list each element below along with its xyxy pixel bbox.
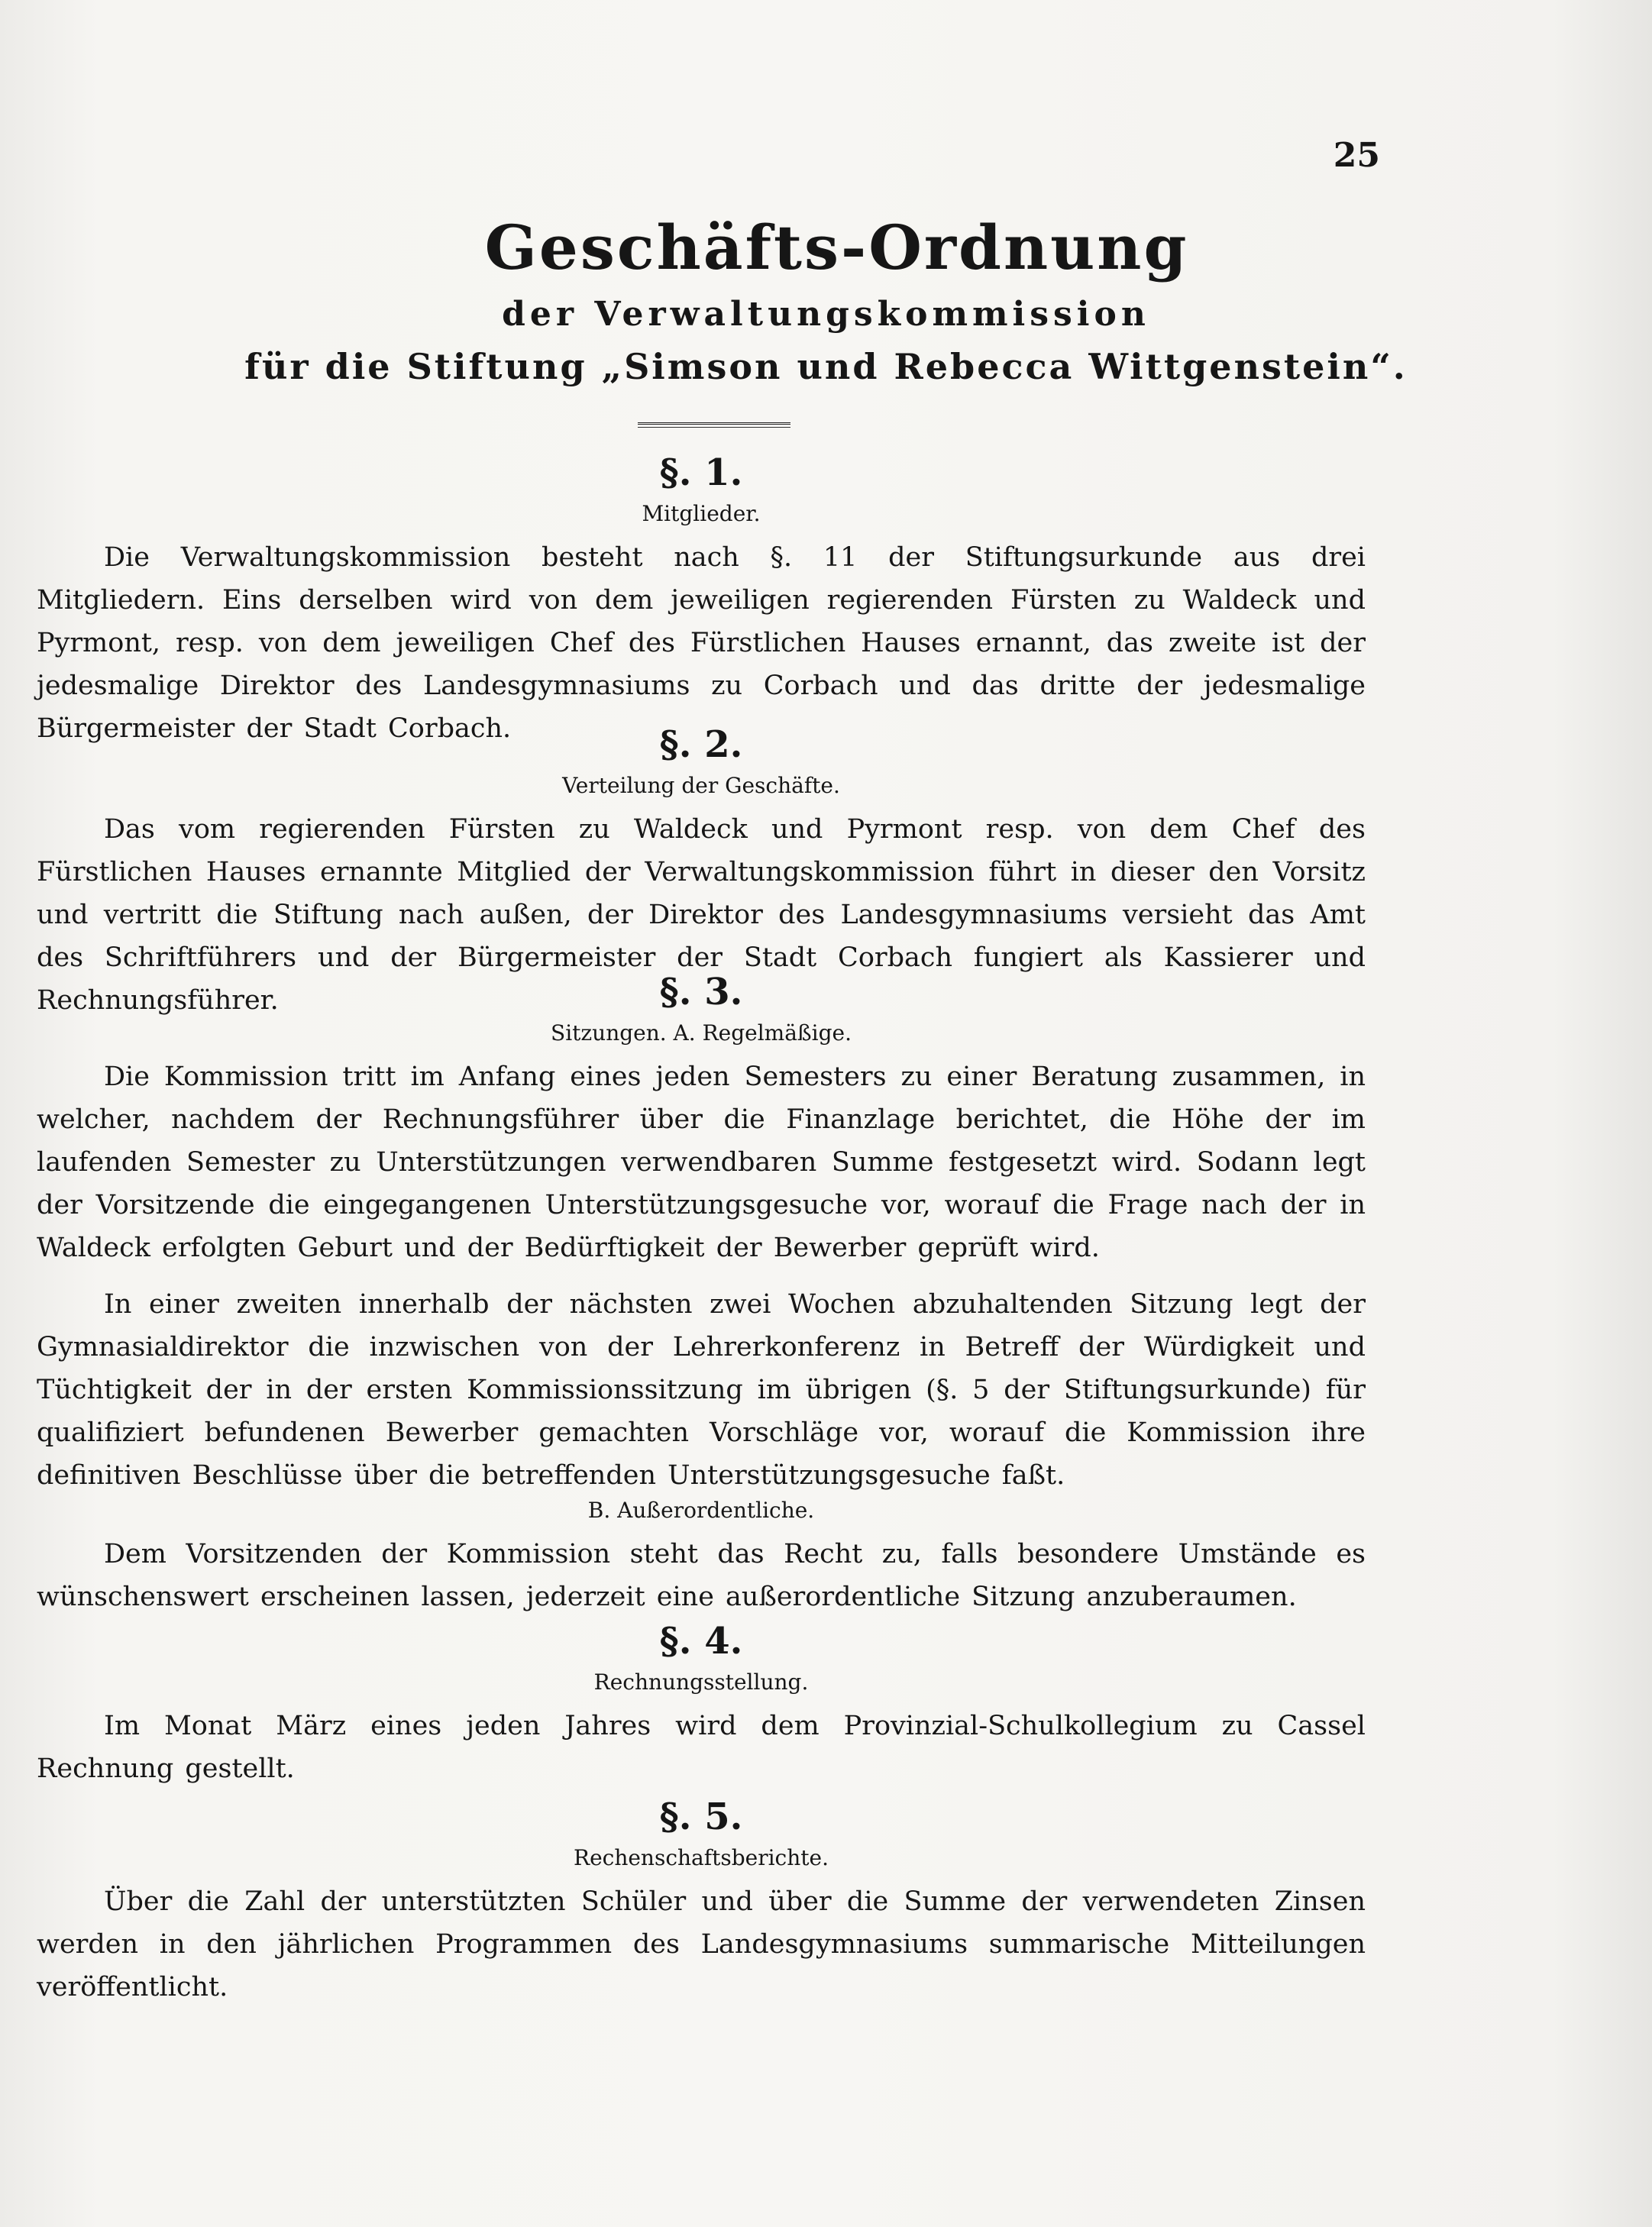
section-heading: §. 5. — [659, 1795, 743, 1838]
section-paragraph: Die Kommission tritt im Anfang eines jeden Semesters zu einer Beratung zusammen, in welcher, nachdem der Rechnungsführer über die Finanzlage berichtet, die Höhe der im laufenden Semester zu Unterstützungen verwendbaren Summe festgesetzt wird. Sodann legt der Vorsitzende die eingegangenen Unterstützungsgesuche vor, worauf die Frage nach der in Waldeck erfolgten Geburt und der Bedürftigkeit der Bewerber geprüft wird. — [37, 1062, 1366, 1263]
section-paragraph: Dem Vorsitzenden der Kommission steht das Recht zu, falls besondere Umstände es wünschenswert erscheinen lassen, jederzeit eine außerordentliche Sitzung anzuberaumen. — [37, 1539, 1366, 1612]
section-paragraph: Im Monat März eines jeden Jahres wird dem Provinzial-Schulkollegium zu Cassel Rechnung gestellt. — [37, 1711, 1366, 1784]
section-paragraph: Über die Zahl der unterstützten Schüler und über die Summe der verwendeten Zinsen werden in den jährlichen Programmen des Landesgymnasiums summarische Mitteilungen veröffentlicht. — [37, 1886, 1366, 2002]
page-number: 25 — [1333, 136, 1380, 175]
title-divider — [638, 422, 790, 428]
section-1 — [37, 451, 1366, 750]
section-3 — [37, 970, 1366, 1497]
section-3-extraordinary — [37, 1492, 1366, 1618]
section-subheading: Rechnungsstellung. — [593, 1669, 809, 1695]
document-title: Geschäfts-Ordnung — [484, 212, 1189, 283]
section-5 — [37, 1795, 1366, 2009]
section-heading: §. 1. — [659, 451, 743, 494]
section-subheading: Rechenschaftsberichte. — [573, 1845, 829, 1870]
section-subheading: Mitglieder. — [642, 501, 761, 526]
section-heading: §. 4. — [659, 1620, 743, 1663]
document-subtitle-commission: der Verwaltungskommission — [502, 295, 1150, 334]
section-heading: §. 2. — [659, 723, 743, 766]
section-subheading: B. Außerordentliche. — [587, 1498, 815, 1523]
section-4 — [37, 1619, 1366, 1790]
section-paragraph: In einer zweiten innerhalb der nächsten zwei Wochen abzuhaltenden Sitzung legt der Gymnasialdirektor die inzwischen von der Lehrerkonferenz in Betreff der Würdigkeit und Tüchtigkeit der in der ersten Kommissionssitzung im übrigen (§. 5 der Stiftungsurkunde) für qualifiziert befundenen Bewerber gemachten Vorschläge vor, worauf die Kommission ihre definitiven Beschlüsse über die betreffenden Unterstützungsgesuche faßt. — [37, 1289, 1366, 1491]
section-subheading: Verteilung der Geschäfte. — [562, 773, 840, 798]
section-paragraph: Die Verwaltungskommission besteht nach §. 11 der Stiftungsurkunde aus drei Mitgliedern. Eins derselben wird von dem jeweiligen regierenden Fürsten zu Waldeck und Pyrmont, resp. von dem jeweiligen Chef des Fürstlichen Hauses ernannt, das zweite ist der jedesmalige Direktor des Landesgymnasiums zu Corbach und das dritte der jedesmalige Bürgermeister der Stadt Corbach. — [37, 542, 1366, 744]
section-paragraph: Das vom regierenden Fürsten zu Waldeck und Pyrmont resp. von dem Chef des Fürstlichen Hauses ernannte Mitglied der Verwaltungskommission führt in dieser den Vorsitz und vertritt die Stiftung nach außen, der Direktor des Landesgymnasiums versieht das Amt des Schriftführers und der Bürgermeister der Stadt Corbach fungiert als Kassierer und Rechnungsführer. — [37, 814, 1366, 1016]
section-heading: §. 3. — [659, 971, 743, 1013]
document-subtitle-foundation: für die Stiftung „Simson und Rebecca Wittgenstein“. — [244, 346, 1408, 387]
document-header — [0, 211, 1652, 389]
section-subheading: Sitzungen. A. Regelmäßige. — [551, 1020, 852, 1046]
